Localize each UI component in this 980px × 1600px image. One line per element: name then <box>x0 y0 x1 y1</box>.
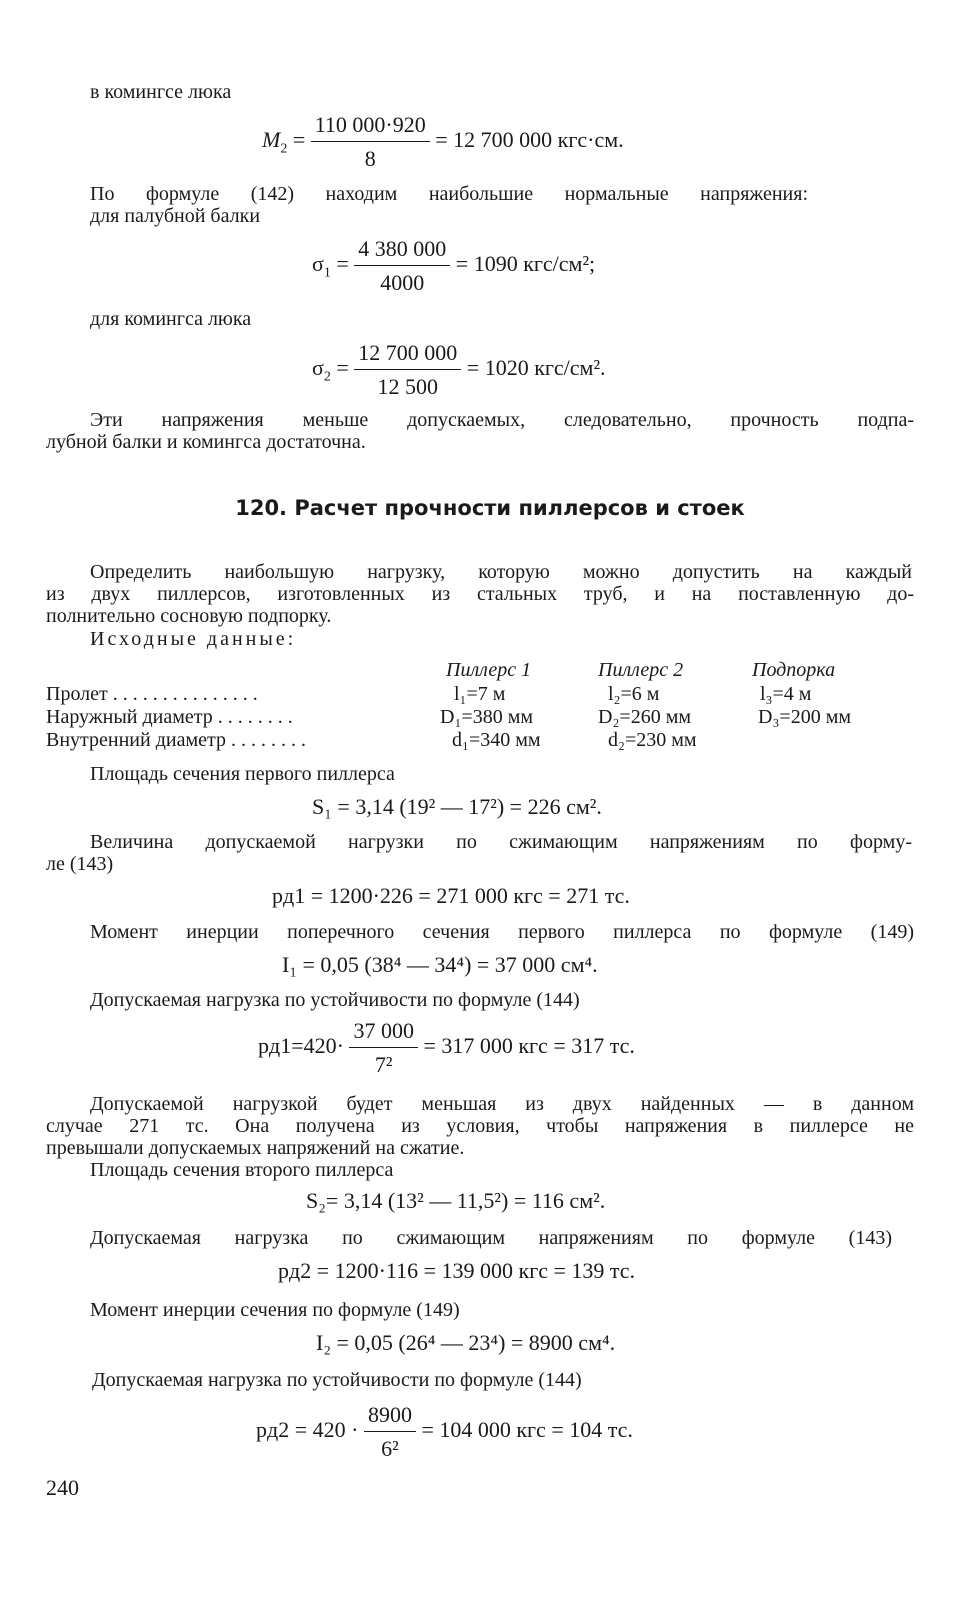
text-allowable-3: превышали допускаемых напряжений на сжатие. <box>46 1137 465 1159</box>
table-header-pillar2: Пиллерс 2 <box>598 659 684 681</box>
table-header-pillar1: Пиллерс 1 <box>446 659 532 681</box>
text-hatch-coaming: в комингсе люка <box>90 81 232 103</box>
text-deck-beam: для палубной балки <box>90 205 261 227</box>
text-initial-data: Исходные данные: <box>90 628 297 650</box>
formula-m2: $M_2$ = $\frac{110 000\cdot 920}{8}$ = 12 700 000 кгс·см. <box>262 112 624 171</box>
formula-i2: I₂ = 0,05 (26⁴ — 23⁴) = 8900 см⁴. <box>316 1330 616 1355</box>
table-cell: d₂=230 мм <box>608 729 697 751</box>
text-task-1: Определить наибольшую нагрузку, которую можно допустить на каждый <box>90 561 912 583</box>
table-header-prop: Подпорка <box>752 659 836 681</box>
formula-i1: I₁ = 0,05 (38⁴ — 34⁴) = 37 000 см⁴. <box>282 952 598 977</box>
formula-s1: S₁ = 3,14 (19² — 17²) = 226 см². <box>312 794 602 819</box>
table-row-label: Внутренний диаметр . . . . . . . . <box>46 729 306 751</box>
text-conclusion-2: лубной балки и комингса достаточна. <box>46 431 366 453</box>
table-row-label: Наружный диаметр . . . . . . . . <box>46 706 293 728</box>
page-number: 240 <box>46 1475 79 1500</box>
formula-pd1-stability: pд1=420· $\frac{37 000}{\text{7²}}$ = 317 000 кгс = 317 тс. <box>258 1018 635 1077</box>
formula-sigma1: $\sigma_1$ = $\frac{4 380 000}{4000}$ = 1090 кгс/см²; <box>312 236 596 295</box>
table-cell: l₁=7 м <box>454 683 506 705</box>
text-area-2: Площадь сечения второго пиллерса <box>90 1159 394 1181</box>
table-row-label: Пролет . . . . . . . . . . . . . . . <box>46 683 258 705</box>
table-cell: D₃=200 мм <box>758 706 852 728</box>
text-stability-2: Допускаемая нагрузка по устойчивости по формуле (144) <box>92 1369 582 1391</box>
table-cell: l₃=4 м <box>760 683 812 705</box>
text-comp-143-1: Величина допускаемой нагрузки по сжимающим напряжениям по форму- <box>90 831 912 853</box>
table-cell: D₂=260 мм <box>598 706 692 728</box>
text-stability-1: Допускаемая нагрузка по устойчивости по формуле (144) <box>90 989 580 1011</box>
text-task-2: из двух пиллерсов, изготовленных из стальных труб, и на поставленную до- <box>46 583 914 605</box>
text-conclusion-1: Эти напряжения меньше допускаемых, следовательно, прочность подпа- <box>90 409 914 431</box>
text-area-1: Площадь сечения первого пиллерса <box>90 763 395 785</box>
text-allowable-1: Допускаемой нагрузкой будет меньшая из двух найденных — в данном <box>90 1093 914 1115</box>
table-cell: D₁=380 мм <box>440 706 534 728</box>
text-formula-142: По формуле (142) находим наибольшие нормальные напряжения: <box>90 183 808 205</box>
text-coaming: для комингса люка <box>90 308 252 330</box>
table-cell: l₂=6 м <box>608 683 660 705</box>
formula-s2: S₂= 3,14 (13² — 11,5²) = 116 см². <box>306 1188 606 1213</box>
formula-pd2-stability: pд2 = 420 · $\frac{8900}{\text{6²}}$ = 104 000 кгс = 104 тс. <box>256 1402 633 1461</box>
formula-pd1-compression: pд1 = 1200·226 = 271 000 кгс = 271 тс. <box>272 883 630 908</box>
text-inertia-1: Момент инерции поперечного сечения первого пиллерса по формуле (149) <box>90 921 914 943</box>
text-comp-143b: Допускаемая нагрузка по сжимающим напряжениям по формуле (143) <box>90 1227 892 1249</box>
formula-sigma2: $\sigma_2$ = $\frac{12 700 000}{12 500}$ = 1020 кгс/см². <box>312 340 606 399</box>
text-comp-143-2: ле (143) <box>46 853 114 875</box>
formula-pd2-compression: pд2 = 1200·116 = 139 000 кгс = 139 тс. <box>278 1258 636 1283</box>
text-inertia-2: Момент инерции сечения по формуле (149) <box>90 1299 460 1321</box>
text-task-3: полнительно сосновую подпорку. <box>46 605 332 627</box>
text-allowable-2: случае 271 тс. Она получена из условия, чтобы напряжения в пиллерсе не <box>46 1115 914 1137</box>
table-cell: d₁=340 мм <box>452 729 541 751</box>
section-heading: 120. Расчет прочности пиллерсов и стоек <box>235 496 745 520</box>
